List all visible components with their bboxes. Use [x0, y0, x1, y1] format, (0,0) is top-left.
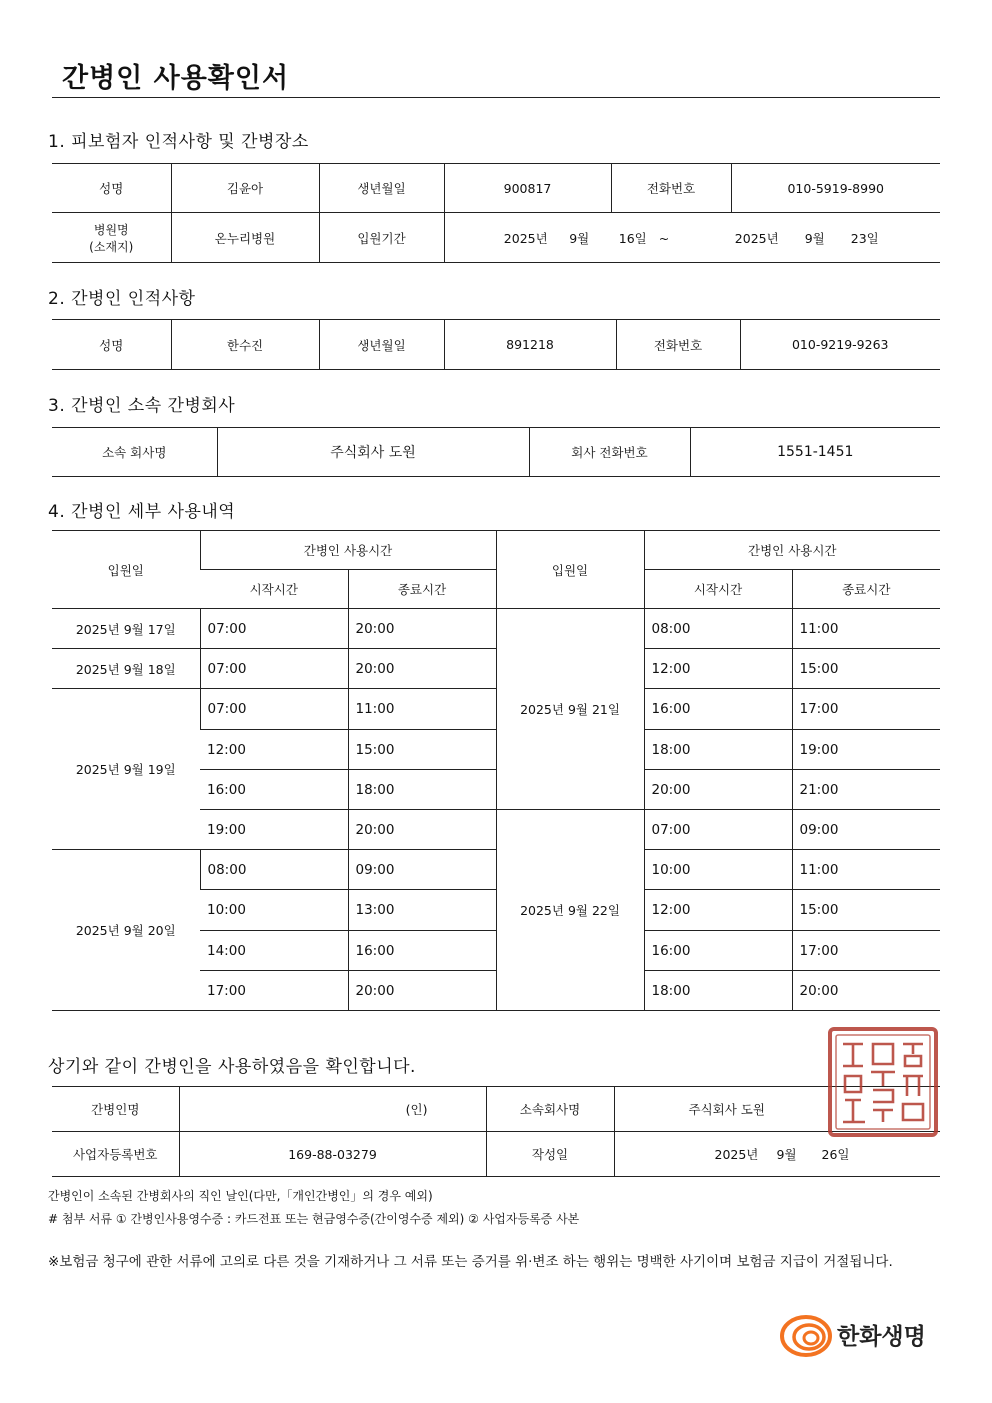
written-date-label: 작성일	[486, 1132, 614, 1177]
caregiver-name: 한수진	[171, 320, 319, 370]
start-time: 07:00	[200, 649, 348, 689]
start-time: 07:00	[200, 609, 348, 649]
start-time: 08:00	[644, 609, 792, 649]
end-time: 11:00	[348, 689, 496, 730]
hanwha-logo-icon	[778, 1311, 834, 1361]
start-time: 16:00	[644, 689, 792, 730]
start-time: 18:00	[644, 971, 792, 1011]
hospital-label	[52, 213, 171, 263]
caregiver-name-sign-label: 간병인명	[52, 1087, 179, 1132]
period-label: 입원기간	[319, 213, 444, 263]
end-time: 13:00	[348, 890, 496, 931]
end-time: 17:00	[792, 931, 940, 971]
hospital-name: 온누리병원	[171, 213, 319, 263]
left-date: 2025년 9월 20일	[52, 850, 200, 1011]
start-time: 17:00	[200, 971, 348, 1011]
caregiver-phone-label: 전화번호	[616, 320, 740, 370]
insured-phone-label: 전화번호	[611, 164, 731, 213]
insured-birth: 900817	[444, 164, 611, 213]
period-end-year: 2025년	[734, 230, 779, 246]
right-date: 2025년 9월 21일	[496, 609, 644, 810]
brand-name: 한화생명	[837, 1324, 926, 1350]
caregiver-seal-mark: (인)	[179, 1087, 486, 1132]
end-time: 11:00	[792, 850, 940, 890]
company-name-label: 소속 회사명	[52, 428, 217, 477]
company-table	[52, 427, 940, 477]
right-date: 2025년 9월 22일	[496, 810, 644, 1011]
start-time: 07:00	[644, 810, 792, 850]
period-separator: ~	[658, 230, 670, 246]
title-divider	[52, 97, 940, 98]
company-phone-label: 회사 전화번호	[529, 428, 690, 477]
company-sign-name: 주식회사 도원	[614, 1087, 940, 1132]
start-time: 12:00	[644, 649, 792, 689]
written-month: 9월	[776, 1147, 797, 1162]
written-year: 2025년	[714, 1147, 759, 1162]
right-time-header: 간병인 사용시간	[644, 531, 940, 570]
page-title: 간병인 사용확인서	[62, 63, 290, 94]
right-date-header: 입원일	[496, 531, 644, 609]
confirmation-text: 상기와 같이 간병인을 사용하였음을 확인합니다.	[48, 1057, 416, 1077]
written-day: 26일	[821, 1147, 850, 1162]
caregiver-birth-label: 생년월일	[319, 320, 444, 370]
end-time: 15:00	[792, 890, 940, 931]
caregiver-name-label: 성명	[52, 320, 171, 370]
bizno: 169-88-03279	[179, 1132, 486, 1177]
note-warning: ※보험금 청구에 관한 서류에 고의로 다른 것을 기재하거나 그 서류 또는 증거를 위·변조 하는 행위는 명백한 사기이며 보험금 지급이 거절됩니다.	[48, 1254, 893, 1270]
insured-phone: 010-5919-8990	[731, 164, 940, 213]
end-time: 18:00	[348, 770, 496, 810]
section-4-heading: 4. 간병인 세부 사용내역	[48, 502, 236, 522]
left-date-header: 입원일	[52, 531, 200, 609]
period-start-day: 16일	[618, 230, 647, 246]
start-time: 07:00	[200, 689, 348, 730]
company-phone: 1551-1451	[690, 428, 940, 477]
left-start-header: 시작시간	[200, 570, 348, 609]
company-sign-label: 소속회사명	[486, 1087, 614, 1132]
start-time: 10:00	[200, 890, 348, 931]
end-time: 15:00	[792, 649, 940, 689]
end-time: 20:00	[348, 810, 496, 850]
bizno-label: 사업자등록번호	[52, 1132, 179, 1177]
hospital-label-main: 병원명	[93, 222, 129, 237]
section-3-heading: 3. 간병인 소속 간병회사	[48, 396, 236, 416]
right-start-header: 시작시간	[644, 570, 792, 609]
insured-birth-label: 생년월일	[319, 164, 444, 213]
end-time: 17:00	[792, 689, 940, 730]
right-end-header: 종료시간	[792, 570, 940, 609]
caregiver-phone: 010-9219-9263	[740, 320, 940, 370]
end-time: 20:00	[348, 609, 496, 649]
end-time: 09:00	[792, 810, 940, 850]
usage-table	[52, 530, 940, 1011]
start-time: 08:00	[200, 850, 348, 890]
end-time: 19:00	[792, 730, 940, 770]
start-time: 18:00	[644, 730, 792, 770]
start-time: 16:00	[644, 931, 792, 971]
left-time-header: 간병인 사용시간	[200, 531, 496, 570]
period-end-day: 23일	[850, 230, 879, 246]
caregiver-birth: 891218	[444, 320, 616, 370]
end-time: 09:00	[348, 850, 496, 890]
period-end-month: 9월	[804, 230, 825, 246]
hospital-label-sub: (소재지)	[89, 239, 134, 254]
start-time: 19:00	[200, 810, 348, 850]
section-2-heading: 2. 간병인 인적사항	[48, 289, 196, 309]
company-seal-stamp	[827, 1026, 939, 1138]
start-time: 20:00	[644, 770, 792, 810]
end-time: 20:00	[348, 971, 496, 1011]
insured-table	[52, 163, 940, 263]
start-time: 12:00	[200, 730, 348, 770]
section-1-heading: 1. 피보험자 인적사항 및 간병장소	[48, 132, 309, 152]
insured-name-label: 성명	[52, 164, 171, 213]
left-date: 2025년 9월 18일	[52, 649, 200, 689]
written-date	[614, 1132, 940, 1177]
end-time: 16:00	[348, 931, 496, 971]
signature-table	[52, 1086, 940, 1177]
end-time: 20:00	[348, 649, 496, 689]
admission-period	[444, 213, 940, 263]
end-time: 20:00	[792, 971, 940, 1011]
left-date: 2025년 9월 19일	[52, 689, 200, 850]
start-time: 16:00	[200, 770, 348, 810]
company-name: 주식회사 도원	[217, 428, 529, 477]
end-time: 21:00	[792, 770, 940, 810]
start-time: 12:00	[644, 890, 792, 931]
period-start-month: 9월	[569, 230, 590, 246]
period-start-year: 2025년	[503, 230, 548, 246]
start-time: 14:00	[200, 931, 348, 971]
insured-name: 김윤아	[171, 164, 319, 213]
left-date: 2025년 9월 17일	[52, 609, 200, 649]
end-time: 11:00	[792, 609, 940, 649]
start-time: 10:00	[644, 850, 792, 890]
caregiver-table	[52, 319, 940, 370]
left-end-header: 종료시간	[348, 570, 496, 609]
note-seal: 간병인이 소속된 간병회사의 직인 날인(다만,「개인간병인」의 경우 예외)	[48, 1189, 433, 1203]
note-attachments: # 첨부 서류 ① 간병인사용영수증 : 카드전표 또는 현금영수증(간이영수증 제외) ② 사업자등록증 사본	[48, 1212, 580, 1226]
end-time: 15:00	[348, 730, 496, 770]
